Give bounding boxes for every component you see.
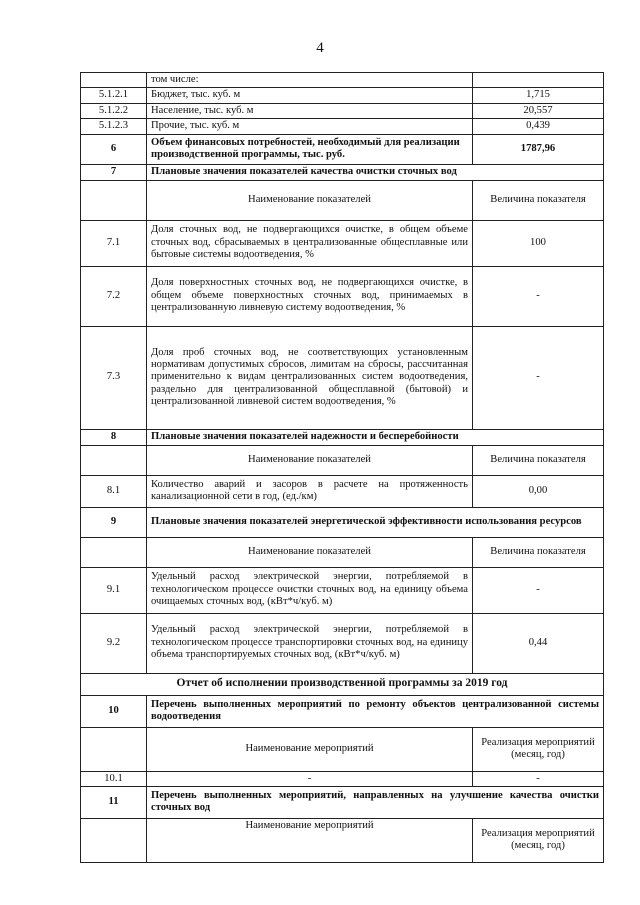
- section-number: 8: [81, 429, 147, 445]
- row-number: 5.1.2.3: [81, 119, 147, 134]
- header-value: Величина показателя: [473, 180, 604, 220]
- report-title-row: [81, 673, 604, 695]
- row-name: Доля проб сточных вод, не соответствующих установленным нормативам допустимых сбросов, лимитам на сбросы, рассчитанная применительно к видам централизованных систем водоотведения, раздельно для централизованной общесплавной (бытовой) и централизованной ливневой систем водоотведения, %: [147, 326, 473, 429]
- section-number: 6: [81, 134, 147, 164]
- header-name: Наименование показателей: [147, 445, 473, 475]
- header-value: Величина показателя: [473, 445, 604, 475]
- row-number: 7.2: [81, 266, 147, 326]
- financial-needs-value: 1787,96: [473, 134, 604, 164]
- table-row: [81, 326, 604, 429]
- header-value: Реализация мероприятий (месяц, год): [473, 818, 604, 862]
- table-row: [81, 266, 604, 326]
- row-name: Количество аварий и засоров в расчете на протяженность канализационной сети в год, (ед./км): [147, 475, 473, 507]
- row-number: 8.1: [81, 475, 147, 507]
- row-number: [81, 73, 147, 88]
- row-name: -: [147, 771, 473, 786]
- table-header-row: [81, 727, 604, 771]
- section-number: 9: [81, 507, 147, 537]
- row-name: Доля поверхностных сточных вод, не подвергающихся очистке, в общем объеме поверхностных сточных вод, принимаемых в централизованную ливневую систему водоотведения, %: [147, 266, 473, 326]
- report-title: Отчет об исполнении производственной программы за 2019 год: [81, 673, 604, 695]
- row-name: Население, тыс. куб. м: [147, 103, 473, 118]
- row-name: Прочие, тыс. куб. м: [147, 119, 473, 134]
- section-8-row: [81, 429, 604, 445]
- row-name: том числе:: [147, 73, 473, 88]
- row-value: 20,557: [473, 103, 604, 118]
- row-number: 9.2: [81, 613, 147, 673]
- row-name: Удельный расход электрической энергии, потребляемой в технологическом процессе очистки сточных вод, на единицу объема очищаемых сточных вод, (кВт*ч/куб. м): [147, 567, 473, 613]
- section-title: Перечень выполненных мероприятий по ремонту объектов централизованной системы водоотведения: [147, 695, 604, 727]
- table-row: [81, 119, 604, 134]
- row-number: 7.3: [81, 326, 147, 429]
- row-value: -: [473, 771, 604, 786]
- row-value: 1,715: [473, 88, 604, 103]
- row-value: -: [473, 266, 604, 326]
- section-7-row: [81, 164, 604, 180]
- page-number: 4: [316, 40, 324, 56]
- table-row: [81, 567, 604, 613]
- header-name: Наименование показателей: [147, 180, 473, 220]
- header-name: Наименование мероприятий: [147, 818, 473, 862]
- section-title: Плановые значения показателей надежности и бесперебойности: [147, 429, 604, 445]
- row-value: 0,44: [473, 613, 604, 673]
- table-row: [81, 475, 604, 507]
- table-header-row: [81, 445, 604, 475]
- row-number: 7.1: [81, 220, 147, 266]
- table-row: [81, 771, 604, 786]
- row-number: 5.1.2.1: [81, 88, 147, 103]
- section-title: Перечень выполненных мероприятий, направленных на улучшение качества очистки сточных вод: [147, 786, 604, 818]
- header-name: Наименование мероприятий: [147, 727, 473, 771]
- section-title: Плановые значения показателей энергетической эффективности использования ресурсов: [147, 507, 604, 537]
- section-9-row: [81, 507, 604, 537]
- table-row: [81, 103, 604, 118]
- section-6-row: [81, 134, 604, 164]
- section-number: 10: [81, 695, 147, 727]
- row-name: Бюджет, тыс. куб. м: [147, 88, 473, 103]
- row-value: [473, 73, 604, 88]
- row-value: 0,00: [473, 475, 604, 507]
- table-header-row: [81, 818, 604, 862]
- table-row: [81, 613, 604, 673]
- table-row: [81, 73, 604, 88]
- table-row: [81, 88, 604, 103]
- row-value: 100: [473, 220, 604, 266]
- row-value: 0,439: [473, 119, 604, 134]
- section-title: Объем финансовых потребностей, необходимый для реализации производственной программы, тыс. руб.: [147, 134, 473, 164]
- table-header-row: [81, 180, 604, 220]
- row-number: 9.1: [81, 567, 147, 613]
- row-name: Удельный расход электрической энергии, потребляемой в технологическом процессе транспортировки сточных вод, на единицу объема транспортируемых сточных вод, (кВт*ч/куб. м): [147, 613, 473, 673]
- row-value: -: [473, 326, 604, 429]
- production-program-table: [80, 72, 604, 863]
- header-name: Наименование показателей: [147, 537, 473, 567]
- row-value: -: [473, 567, 604, 613]
- section-10-row: [81, 695, 604, 727]
- row-number: 10.1: [81, 771, 147, 786]
- table-row: [81, 220, 604, 266]
- header-value: Реализация мероприятий (месяц, год): [473, 727, 604, 771]
- row-number: 5.1.2.2: [81, 103, 147, 118]
- row-name: Доля сточных вод, не подвергающихся очистке, в общем объеме сточных вод, сбрасываемых в централизованные общесплавные или бытовые системы водоотведения, %: [147, 220, 473, 266]
- section-11-row: [81, 786, 604, 818]
- section-number: 11: [81, 786, 147, 818]
- header-value: Величина показателя: [473, 537, 604, 567]
- table-header-row: [81, 537, 604, 567]
- section-number: 7: [81, 164, 147, 180]
- section-title: Плановые значения показателей качества очистки сточных вод: [147, 164, 604, 180]
